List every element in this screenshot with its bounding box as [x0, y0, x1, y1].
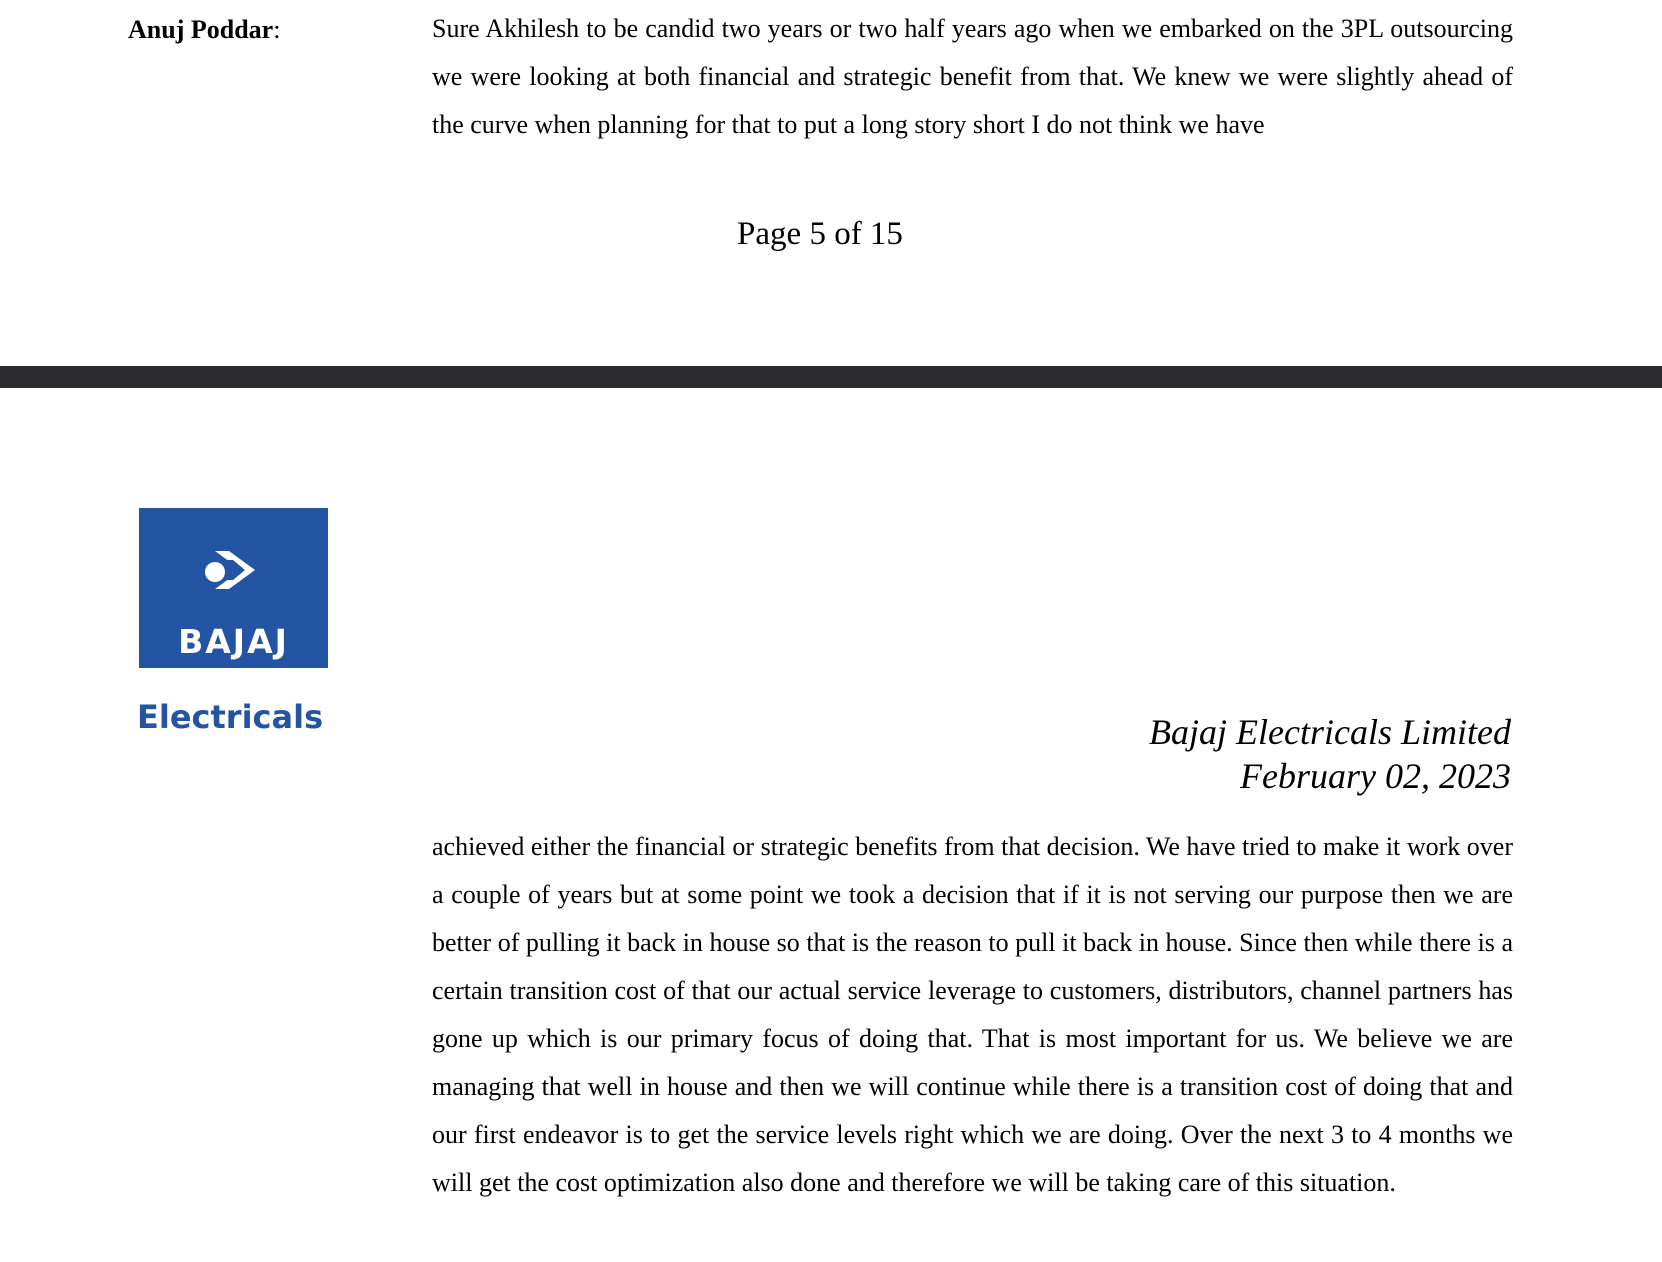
page-separator [0, 366, 1662, 388]
page-number: Page 5 of 15 [737, 216, 903, 252]
speaker-colon: : [273, 15, 281, 44]
document-date: February 02, 2023 [1240, 756, 1511, 796]
speaker-label [128, 10, 280, 50]
logo-wordmark: BAJAJ [178, 622, 289, 661]
transcript-paragraph-top: Sure Akhilesh to be candid two years or two half years ago when we embarked on the 3PL outsourcing we were looking at both financial and strategic benefit from that. We knew we were slightly ahead of the curve when planning for that to put a long story short I do not think we have [432, 14, 1513, 139]
bajaj-chevron-icon [203, 548, 265, 592]
speaker-name: Anuj Poddar [128, 15, 274, 44]
logo-subtext: Electricals [137, 698, 324, 736]
company-logo [139, 508, 328, 668]
company-name: Bajaj Electricals Limited [1149, 712, 1511, 752]
document-header [1149, 710, 1511, 798]
page-top [0, 0, 1662, 366]
transcript-paragraph-bottom: achieved either the financial or strategic benefits from that decision. We have tried to make it work over a couple of years but at some point we took a decision that if it is not serving our purpose then we are better of pulling it back in house so that is the reason to pull it back in house. Since then while there is a certain transition cost of that our actual service leverage to customers, distributors, channel partners has gone up which is our primary focus of doing that. That is most important for us. We believe we are managing that well in house and then we will continue while there is a transition cost of doing that and our first endeavor is to get the service levels right which we are doing. Over the next 3 to 4 months we will get the cost optimization also done and therefore we will be taking care of this situation. [432, 832, 1513, 1197]
